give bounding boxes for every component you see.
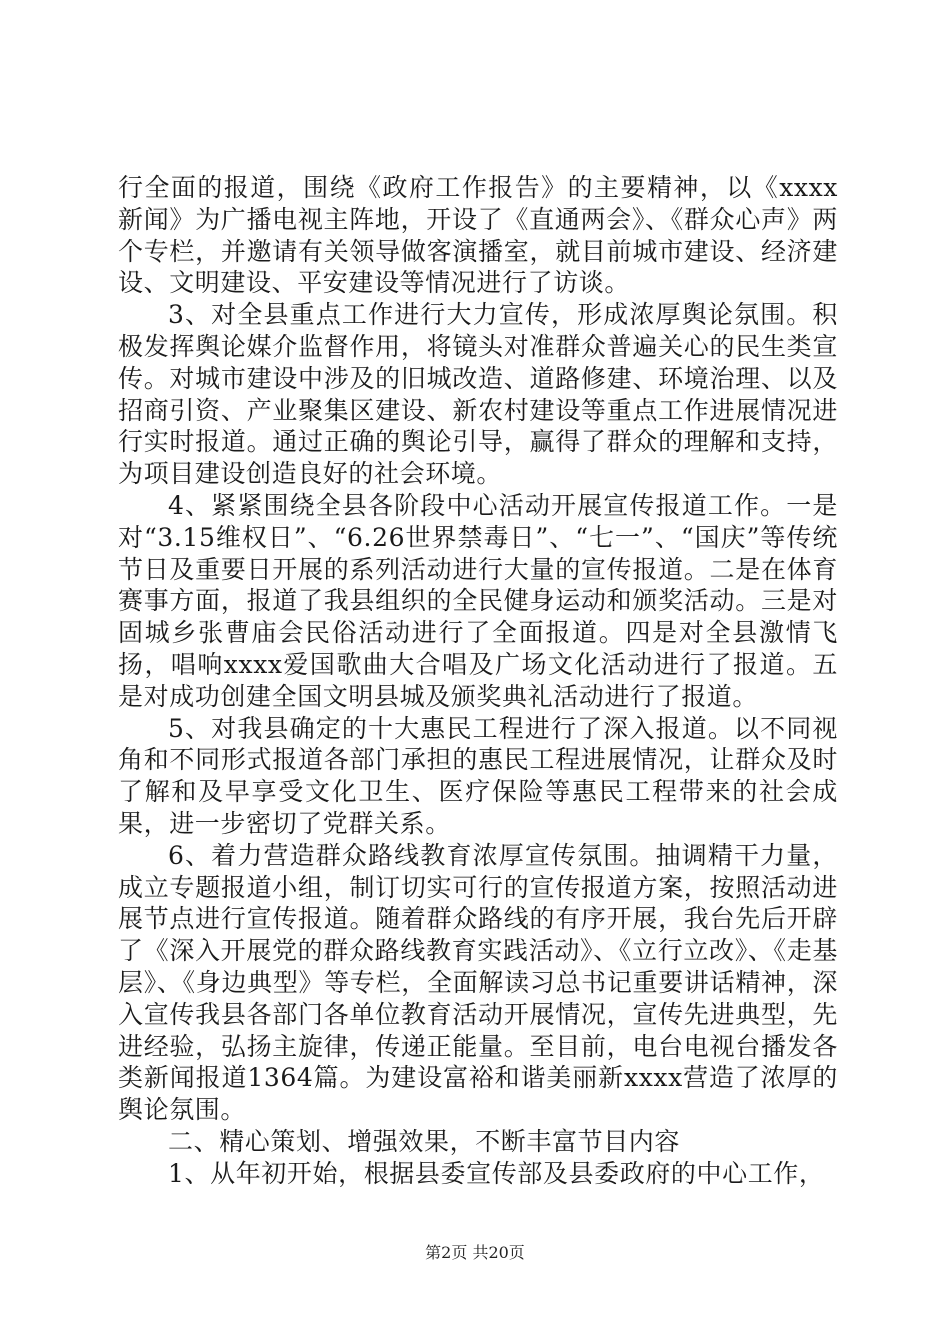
paragraph-item-6: 6、着力营造群众路线教育浓厚宣传氛围。抽调精干力量，成立专题报道小组，制订切实可行的宣传报道方案，按照活动进展节点进行宣传报道。随着群众路线的有序开展，我台先后开辟了《深入开展党的群众路线教育实践活动》、《立行立改》、《走基层》、《身边典型》等专栏，全面解读习总书记重要讲话精神，深入宣传我县各部门各单位教育活动开展情况，宣传先进典型，先进经验，弘扬主旋律，传递正能量。至目前，电台电视台播发各类新闻报道1364篇。为建设富裕和谐美丽新xxxx营造了浓厚的舆论氛围。 <box>118 840 838 1125</box>
paragraph-continuation: 行全面的报道，围绕《政府工作报告》的主要精神，以《xxxx新闻》为广播电视主阵地，开设了《直通两会》、《群众心声》两个专栏，并邀请有关领导做客演播室，就目前城市建设、经济建设、文明建设、平安建设等情况进行了访谈。 <box>118 173 838 298</box>
section-heading-2: 二、精心策划、增强效果，不断丰富节目内容 <box>168 1126 681 1156</box>
paragraph-item-5: 5、对我县确定的十大惠民工程进行了深入报道。以不同视角和不同形式报道各部门承担的惠民工程进展情况，让群众及时了解和及早享受文化卫生、医疗保险等惠民工程带来的社会成果，进一步密切了党群关系。 <box>118 713 838 838</box>
page-number-footer: 第2页 共20页 <box>425 1243 525 1262</box>
document-body <box>118 172 838 1190</box>
paragraph-item-4: 4、紧紧围绕全县各阶段中心活动开展宣传报道工作。一是对“3.15维权日”、“6.26世界禁毒日”、“七一”、“国庆”等传统节日及重要日开展的系列活动进行大量的宣传报道。二是在体育赛事方面，报道了我县组织的全民健身运动和颁奖活动。三是对固城乡张曹庙会民俗活动进行了全面报道。四是对全县激情飞扬，唱响xxxx爱国歌曲大合唱及广场文化活动进行了报道。五是对成功创建全国文明县城及颁奖典礼活动进行了报道。 <box>118 490 838 711</box>
paragraph-item-3: 3、对全县重点工作进行大力宣传，形成浓厚舆论氛围。积极发挥舆论媒介监督作用，将镜头对准群众普遍关心的民生类宣传。对城市建设中涉及的旧城改造、道路修建、环境治理、以及招商引资、产业聚集区建设、新农村建设等重点工作进展情况进行实时报道。通过正确的舆论引导，赢得了群众的理解和支持，为项目建设创造良好的社会环境。 <box>118 300 838 489</box>
paragraph-section-2-item-1: 1、从年初开始，根据县委宣传部及县委政府的中心工作， <box>168 1158 825 1188</box>
